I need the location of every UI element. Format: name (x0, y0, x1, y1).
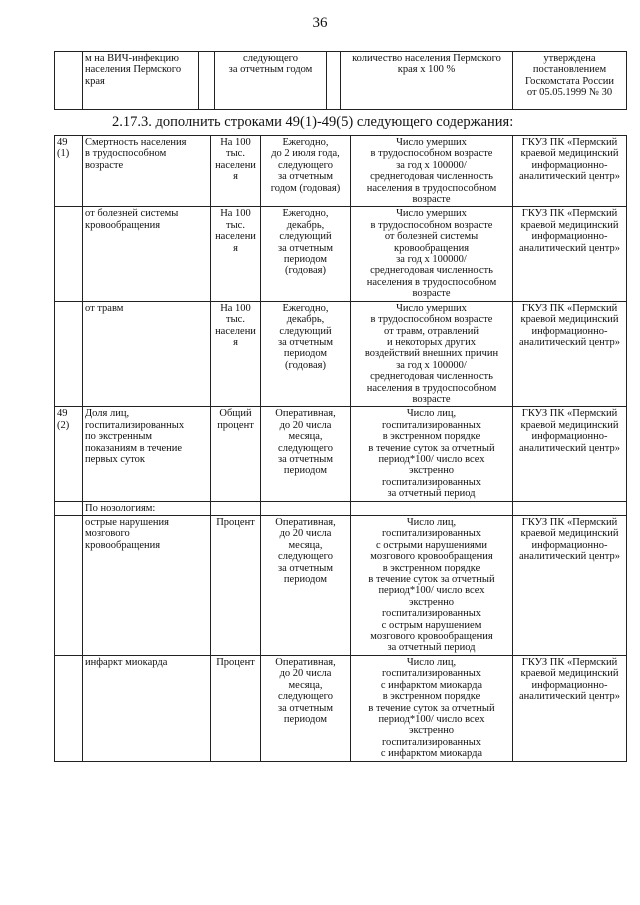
data-source: ГКУЗ ПК «Пермский краевой медицинский информационно- аналитический центр» (518, 517, 621, 563)
calculation-formula: Число лиц, госпитализированных с инфарктом миокарда в экстренном порядке в течение суток за отчетный период*100/ число всех экстренно госпитализированных с инфарктом миокарда (368, 656, 495, 760)
indicator-name-cell (83, 501, 211, 515)
table-row (55, 207, 627, 301)
calculation-formula: Число умерших в трудоспособном возрасте от болезней системы кровообращения за год х 100000/ среднегодовая численность населения в трудоспособном возрасте (366, 208, 497, 300)
table-cell (55, 52, 83, 110)
top-table-continuation (54, 51, 627, 110)
table-cell: м на ВИЧ-инфекцию населения Пермского края (83, 52, 199, 110)
calculation-formula-cell (351, 136, 513, 207)
indicator-name-cell (83, 207, 211, 301)
calculation-formula-cell (351, 655, 513, 761)
indicator-table (54, 135, 627, 762)
reporting-period: Ежегодно, декабрь, следующий за отчетным периодом (годовая) (278, 208, 333, 277)
indicator-name-cell (83, 136, 211, 207)
data-source-cell (513, 207, 627, 301)
section-heading: 2.17.3. дополнить строками 49(1)-49(5) следующего содержания: (112, 114, 514, 130)
unit-of-measure: На 100 тыс. населения (215, 208, 256, 254)
table-cell: следующего за отчетным годом (215, 52, 327, 110)
row-number: 49 (2) (57, 408, 70, 431)
data-source: ГКУЗ ПК «Пермский краевой медицинский информационно- аналитический центр» (518, 137, 621, 183)
unit-of-measure-cell (211, 207, 261, 301)
reporting-period: Оперативная, до 20 числа месяца, следующего за отчетным периодом (275, 517, 336, 586)
row-number-cell (55, 407, 83, 501)
calculation-formula-cell (351, 301, 513, 407)
reporting-period: Ежегодно, декабрь, следующий за отчетным периодом (годовая) (278, 302, 333, 371)
row-number-cell (55, 136, 83, 207)
reporting-period-cell (261, 501, 351, 515)
table-row (55, 516, 627, 656)
calculation-formula: Число лиц, госпитализированных с острыми нарушениями мозгового кровообращения в экстренном порядке в течение суток за отчетный период*100/ число всех экстренно госпитализированных с острым нарушением мозгового кровообращения за отчетный период (368, 517, 495, 654)
calculation-formula: Число лиц, госпитализированных в экстренном порядке в течение суток за отчетный период*100/ число всех экстренно госпитализированных за отчетный период (368, 408, 495, 500)
indicator-name-cell (83, 655, 211, 761)
row-number-cell (55, 516, 83, 656)
unit-of-measure-cell (211, 516, 261, 656)
row-number: 49 (1) (57, 137, 70, 160)
unit-of-measure: Процент (216, 517, 255, 528)
table-cell: утверждена постановлением Госкомстата России от 05.05.1999 № 30 (513, 52, 627, 110)
indicator-name: Смертность населения в трудоспособном возрасте (85, 137, 187, 171)
indicator-name: инфаркт миокарда (85, 656, 168, 668)
calculation-formula-cell (351, 516, 513, 656)
indicator-name-cell (83, 301, 211, 407)
row-number-cell (55, 207, 83, 301)
reporting-period-cell (261, 407, 351, 501)
indicator-name-cell (83, 516, 211, 656)
table-cell (327, 52, 341, 110)
row-number-cell (55, 655, 83, 761)
table-row (55, 52, 627, 110)
page-number: 36 (312, 15, 328, 31)
data-source-cell (513, 407, 627, 501)
data-source: ГКУЗ ПК «Пермский краевой медицинский информационно- аналитический центр» (518, 208, 621, 254)
unit-of-measure: На 100 тыс. населения (215, 137, 256, 183)
table-cell: количество населения Пермского края х 100 % (341, 52, 513, 110)
data-source-cell (513, 516, 627, 656)
unit-of-measure-cell (211, 407, 261, 501)
unit-of-measure-cell (211, 136, 261, 207)
unit-of-measure: Процент (216, 656, 255, 668)
indicator-name-cell (83, 407, 211, 501)
calculation-formula: Число умерших в трудоспособном возрасте от травм, отравлений и некоторых других воздействий внешних причин за год х 100000/ среднегодовая численность населения в трудоспособном возрасте (364, 302, 499, 405)
indicator-name: острые нарушения мозгового кровообращения (85, 517, 169, 551)
reporting-period-cell (261, 136, 351, 207)
calculation-formula: Число умерших в трудоспособном возрасте за год х 100000/ среднегодовая численность населения в трудоспособном возрасте (366, 137, 497, 206)
unit-of-measure-cell (211, 501, 261, 515)
table-row (55, 301, 627, 407)
table-cell (199, 52, 215, 110)
indicator-name: от травм (85, 302, 124, 314)
calculation-formula-cell (351, 501, 513, 515)
calculation-formula-cell (351, 407, 513, 501)
table-row (55, 407, 627, 501)
reporting-period-cell (261, 207, 351, 301)
data-source: ГКУЗ ПК «Пермский краевой медицинский информационно- аналитический центр» (518, 656, 621, 703)
calculation-formula-cell (351, 207, 513, 301)
indicator-name: По нозологиям: (85, 502, 156, 514)
unit-of-measure-cell (211, 655, 261, 761)
reporting-period-cell (261, 655, 351, 761)
data-source-cell (513, 501, 627, 515)
reporting-period: Оперативная, до 20 числа месяца, следующего за отчетным периодом (275, 656, 336, 725)
unit-of-measure-cell (211, 301, 261, 407)
row-number-cell (55, 501, 83, 515)
reporting-period-cell (261, 516, 351, 656)
reporting-period: Ежегодно, до 2 июля года, следующего за отчетным годом (годовая) (270, 137, 341, 194)
unit-of-measure: Общий процент (217, 408, 254, 431)
data-source-cell (513, 655, 627, 761)
table-row (55, 136, 627, 207)
indicator-name: от болезней системы кровообращения (85, 208, 179, 231)
reporting-period: Оперативная, до 20 числа месяца, следующего за отчетным периодом (275, 408, 336, 477)
data-source: ГКУЗ ПК «Пермский краевой медицинский информационно- аналитический центр» (518, 302, 621, 348)
data-source-cell (513, 136, 627, 207)
indicator-name: Доля лиц, госпитализированных по экстренным показаниям в течение первых суток (85, 408, 185, 465)
table-row (55, 501, 627, 515)
reporting-period-cell (261, 301, 351, 407)
row-number-cell (55, 301, 83, 407)
data-source: ГКУЗ ПК «Пермский краевой медицинский информационно- аналитический центр» (518, 408, 621, 454)
table-row (55, 655, 627, 761)
unit-of-measure: На 100 тыс. населения (215, 302, 256, 348)
data-source-cell (513, 301, 627, 407)
